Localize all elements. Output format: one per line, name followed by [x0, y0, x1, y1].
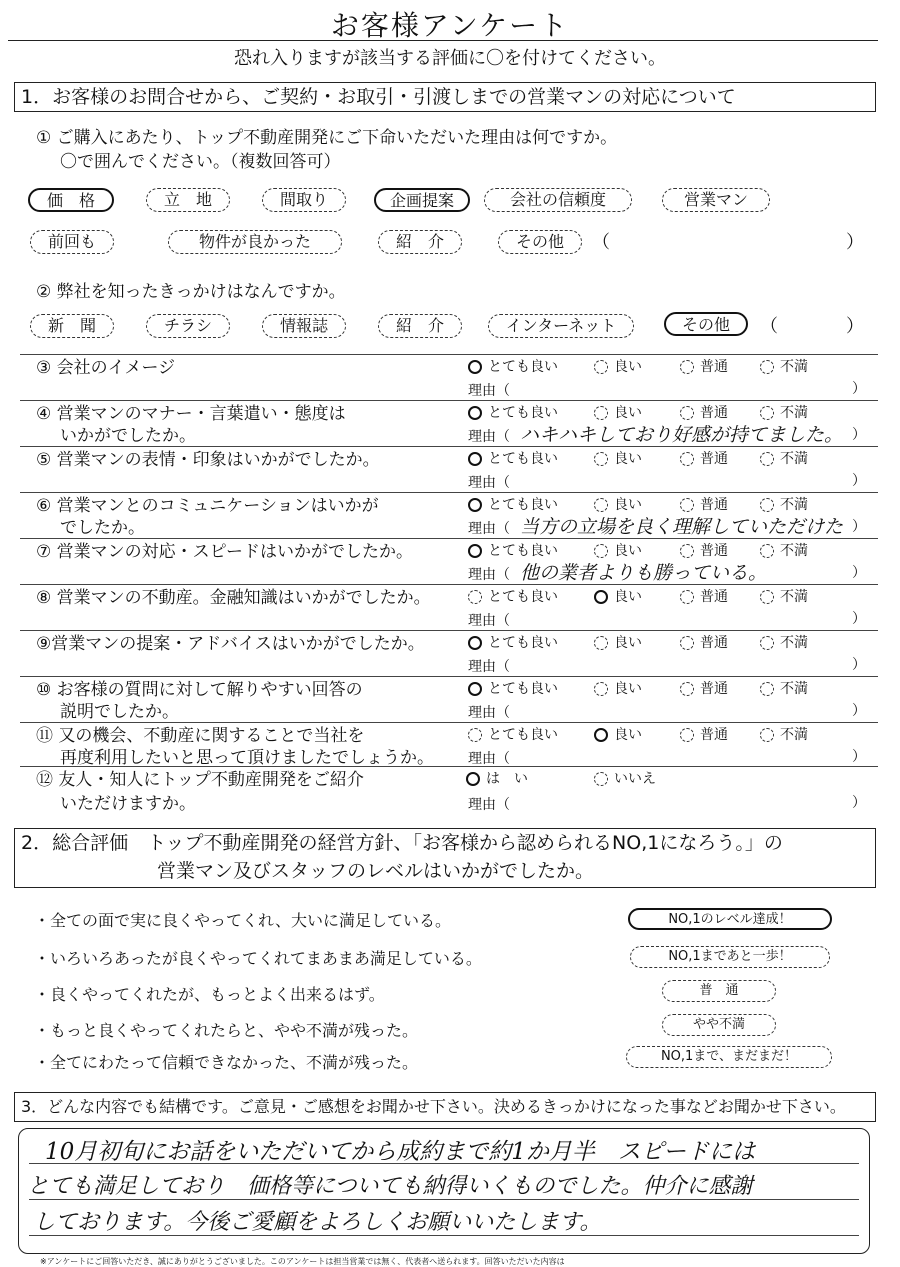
rating-option-label: 不満 — [780, 451, 808, 467]
rating-option[interactable] — [680, 726, 728, 744]
rating-circle[interactable] — [760, 728, 774, 742]
rating-option-label: とても良い — [488, 589, 558, 605]
reason-close: ） — [852, 703, 866, 719]
q12-text-line1: ⑫ 友人・知人にトップ不動産開発をご紹介 — [36, 770, 364, 790]
reason-close: ） — [852, 427, 866, 443]
rating-option[interactable] — [680, 680, 728, 698]
q2-line1: ② 弊社を知ったきっかけはなんですか。 — [36, 282, 346, 302]
rating-option[interactable] — [680, 358, 728, 376]
rating-option-label: とても良い — [488, 635, 558, 651]
q2-option-magazine[interactable]: 情報誌 — [262, 314, 346, 338]
section2-heading-line1: 2．総合評価 トップ不動産開発の経営方針、「お客様から認められるNO,1になろう。」の — [21, 832, 783, 854]
comment-line-1: 10月初旬にお話をいただいてから成約まで約1か月半 スピードには — [45, 1139, 755, 1165]
rating-question-text: ⑤ 営業マンの表情・印象はいかがでしたか。 — [36, 450, 380, 470]
rating-option[interactable] — [760, 726, 808, 744]
rating-option[interactable] — [468, 588, 558, 606]
reason-label: 理由（ — [468, 705, 510, 721]
rating-circle[interactable] — [594, 590, 608, 604]
rating-circle[interactable] — [760, 544, 774, 558]
eval-badge-2[interactable]: NO,1まであと一歩！ — [630, 946, 830, 968]
q1-option-salesperson[interactable]: 営業マン — [662, 188, 770, 212]
comment-box[interactable] — [18, 1128, 870, 1254]
rating-option-label: 普通 — [700, 359, 728, 375]
reason-close: ） — [852, 611, 866, 627]
section2-heading-line2: 営業マン及びスタッフのレベルはいかがでしたか。 — [157, 860, 595, 882]
page-title: お客様アンケート — [330, 9, 570, 42]
reason-close: ） — [852, 519, 866, 535]
rating-option-label: 良い — [614, 543, 642, 559]
rating-question-text: ⑪ 又の機会、不動産に関することで当社を — [36, 726, 365, 746]
question-separator — [20, 446, 878, 447]
rating-option[interactable] — [468, 634, 558, 652]
reason-label: 理由（ — [468, 429, 510, 445]
footer-note: ※アンケートにご回答いただき、誠にありがとうございました。このアンケートは担当営業では無く、代表者へ送られます。回答いただいた内容は — [40, 1257, 565, 1266]
rating-circle[interactable] — [594, 682, 608, 696]
rating-circle[interactable] — [468, 636, 482, 650]
reason-label: 理由（ — [468, 613, 510, 629]
eval-badge-4[interactable]: やや不満 — [662, 1014, 776, 1036]
rating-question-text: ⑥ 営業マンとのコミュニケーションはいかが — [36, 496, 379, 516]
rating-option-label: 良い — [614, 589, 642, 605]
rating-circle[interactable] — [680, 682, 694, 696]
rating-option-label: とても良い — [488, 451, 558, 467]
q2-option-flyer[interactable]: チラシ — [146, 314, 230, 338]
rating-option[interactable] — [760, 450, 808, 468]
rating-option[interactable] — [594, 358, 642, 376]
q12-no-circle[interactable] — [594, 772, 608, 786]
rating-circle[interactable] — [468, 452, 482, 466]
rating-circle[interactable] — [468, 360, 482, 374]
rating-option[interactable] — [468, 358, 558, 376]
comment-line-2: とても満足しており 価格等についても納得いくものでした。仲介に感謝 — [27, 1174, 753, 1199]
rating-circle[interactable] — [760, 590, 774, 604]
reason-value[interactable]: 当方の立場を良く理解していただけた — [520, 516, 844, 538]
q1-option-trust[interactable]: 会社の信頼度 — [484, 188, 632, 212]
rating-option-label: 普通 — [700, 635, 728, 651]
rating-option-label: 不満 — [780, 589, 808, 605]
rating-option[interactable] — [760, 680, 808, 698]
q1-option-floorplan[interactable]: 間取り — [262, 188, 346, 212]
question-separator — [20, 676, 878, 677]
rating-option-label: 良い — [614, 451, 642, 467]
rating-question-text: ③ 会社のイメージ — [36, 358, 176, 378]
eval-item-5: ・全てにわたって信頼できなかった、不満が残った。 — [34, 1053, 419, 1072]
eval-item-2: ・いろいろあったが良くやってくれてまあまあ満足している。 — [34, 949, 482, 968]
q1-other-paren-close: ） — [846, 232, 864, 253]
q12-text-line2: いただけますか。 — [60, 794, 196, 814]
section1-heading: 1．お客様のお問合せから、ご契約・お取引・引渡しまでの営業マンの対応について — [14, 82, 876, 112]
comment-line-3: しております。今後ご愛顧をよろしくお願いいたします。 — [33, 1210, 602, 1235]
rating-option[interactable] — [594, 588, 642, 606]
rating-circle[interactable] — [680, 544, 694, 558]
rating-circle[interactable] — [468, 544, 482, 558]
rating-circle[interactable] — [760, 682, 774, 696]
rating-question-text: ⑨営業マンの提案・アドバイスはいかがでしたか。 — [36, 634, 425, 654]
rating-option-label: 不満 — [780, 635, 808, 651]
reason-close: ） — [852, 657, 866, 673]
rating-circle[interactable] — [468, 406, 482, 420]
rating-question-text-cont: いかがでしたか。 — [60, 426, 196, 446]
rating-option-label: 普通 — [700, 543, 728, 559]
q12-yes-label: は い — [486, 771, 528, 787]
rating-option[interactable] — [680, 634, 728, 652]
question-separator — [20, 538, 878, 539]
title-underline — [8, 40, 878, 41]
rating-option-label: とても良い — [488, 359, 558, 375]
rating-circle[interactable] — [680, 636, 694, 650]
rating-question-text: ④ 営業マンのマナー・言葉遣い・態度は — [36, 404, 346, 424]
rating-option-label: 良い — [614, 681, 642, 697]
rating-circle[interactable] — [468, 728, 482, 742]
q1-option-previous[interactable]: 前回も — [30, 230, 114, 254]
reason-close: ） — [852, 381, 866, 397]
rating-circle[interactable] — [680, 406, 694, 420]
rating-circle[interactable] — [680, 590, 694, 604]
rating-question-text-cont: でしたか。 — [60, 518, 145, 538]
rating-option-label: 不満 — [780, 727, 808, 743]
rating-option-label: とても良い — [488, 405, 558, 421]
rating-option[interactable] — [760, 542, 808, 560]
rating-circle[interactable] — [594, 452, 608, 466]
question-separator — [20, 492, 878, 493]
question-separator — [20, 354, 878, 355]
rating-circle[interactable] — [594, 636, 608, 650]
q1-option-other[interactable]: その他 — [498, 230, 582, 254]
q1-other-paren-open: （ — [592, 232, 610, 253]
rating-option[interactable] — [594, 634, 642, 652]
question-separator — [20, 722, 878, 723]
q12-yes-circle[interactable] — [466, 772, 480, 786]
page-subtitle: 恐れ入りますが該当する評価に〇を付けてください。 — [234, 48, 666, 69]
q2-other-paren-open: （ — [760, 316, 778, 337]
q1-option-location[interactable]: 立 地 — [146, 188, 230, 212]
rating-question-text: ⑦ 営業マンの対応・スピードはいかがでしたか。 — [36, 542, 413, 562]
rating-option-label: 普通 — [700, 451, 728, 467]
section3-heading: 3．どんな内容でも結構です。ご意見・ご感想をお聞かせ下さい。決めるきっかけになった事などお聞かせ下さい。 — [14, 1092, 876, 1122]
reason-label: 理由（ — [468, 751, 510, 767]
q2-option-newspaper[interactable]: 新 聞 — [30, 314, 114, 338]
rating-circle[interactable] — [680, 360, 694, 374]
rating-option-label: 不満 — [780, 497, 808, 513]
rating-option[interactable] — [468, 680, 558, 698]
rating-option-label: とても良い — [488, 727, 558, 743]
rating-option[interactable] — [594, 726, 642, 744]
rating-circle[interactable] — [594, 728, 608, 742]
rating-option[interactable] — [468, 726, 558, 744]
rating-option-label: 良い — [614, 359, 642, 375]
rating-circle[interactable] — [680, 452, 694, 466]
rating-option[interactable] — [594, 450, 642, 468]
rating-option-label: 普通 — [700, 497, 728, 513]
rating-circle[interactable] — [680, 498, 694, 512]
reason-value[interactable]: 他の業者よりも勝っている。 — [520, 562, 768, 584]
rating-option-label: 不満 — [780, 681, 808, 697]
question-separator — [20, 584, 878, 585]
q12-reason-close: ） — [852, 795, 866, 811]
rating-option[interactable] — [680, 588, 728, 606]
rating-circle[interactable] — [468, 590, 482, 604]
eval-badge-5[interactable]: NO,1まで、まだまだ！ — [626, 1046, 832, 1068]
rating-option[interactable] — [680, 450, 728, 468]
q1-option-good-property[interactable]: 物件が良かった — [168, 230, 342, 254]
q2-option-other[interactable]: その他 — [664, 312, 748, 336]
rating-option-label: とても良い — [488, 543, 558, 559]
rating-circle[interactable] — [680, 728, 694, 742]
rating-circle[interactable] — [760, 452, 774, 466]
eval-item-1: ・全ての面で実に良くやってくれ、大いに満足している。 — [34, 911, 451, 930]
rating-circle[interactable] — [594, 406, 608, 420]
reason-close: ） — [852, 749, 866, 765]
rating-circle[interactable] — [594, 498, 608, 512]
reason-label: 理由（ — [468, 475, 510, 491]
rating-option[interactable] — [468, 450, 558, 468]
rating-circle[interactable] — [594, 360, 608, 374]
rating-option-label: 普通 — [700, 727, 728, 743]
q2-other-paren-close: ） — [846, 316, 864, 337]
rating-option-label: 良い — [614, 727, 642, 743]
rating-option-label: とても良い — [488, 497, 558, 513]
reason-close: ） — [852, 473, 866, 489]
eval-item-3: ・良くやってくれたが、もっとよく出来るはず。 — [34, 985, 385, 1004]
question-separator — [20, 400, 878, 401]
q12-separator — [20, 766, 878, 767]
eval-badge-3[interactable]: 普 通 — [662, 980, 776, 1002]
rating-option[interactable] — [594, 680, 642, 698]
rating-question-text: ⑩ お客様の質問に対して解りやすい回答の — [36, 680, 363, 700]
q2-option-referral[interactable]: 紹 介 — [378, 314, 462, 338]
q12-no-label: いいえ — [614, 771, 656, 787]
q1-option-price[interactable]: 価 格 — [28, 188, 114, 212]
rating-circle[interactable] — [760, 636, 774, 650]
eval-badge-1[interactable]: NO,1のレベル達成！ — [628, 908, 832, 930]
reason-label: 理由（ — [468, 567, 510, 583]
rating-option-label: 普通 — [700, 589, 728, 605]
reason-label: 理由（ — [468, 383, 510, 399]
rating-option-label: 良い — [614, 497, 642, 513]
rating-option-label: 普通 — [700, 681, 728, 697]
rating-circle[interactable] — [594, 544, 608, 558]
rating-circle[interactable] — [760, 406, 774, 420]
q1-option-referral[interactable]: 紹 介 — [378, 230, 462, 254]
q2-option-internet[interactable]: インターネット — [488, 314, 634, 338]
rating-circle[interactable] — [760, 360, 774, 374]
rating-option-label: 良い — [614, 635, 642, 651]
q1-line2: 〇で囲んでください。（複数回答可） — [60, 152, 341, 172]
q1-line1: ① ご購入にあたり、トップ不動産開発にご下命いただいた理由は何ですか。 — [36, 128, 618, 148]
rating-option-label: 不満 — [780, 543, 808, 559]
rating-option[interactable] — [760, 588, 808, 606]
rating-circle[interactable] — [468, 498, 482, 512]
reason-label: 理由（ — [468, 659, 510, 675]
section2-heading — [14, 828, 876, 888]
rating-option-label: 普通 — [700, 405, 728, 421]
rating-option[interactable] — [760, 634, 808, 652]
rating-circle[interactable] — [468, 682, 482, 696]
rating-option[interactable] — [760, 358, 808, 376]
reason-value[interactable]: ハキハキしており好感が持てました。 — [520, 424, 844, 446]
q12-yes-option[interactable] — [466, 770, 528, 788]
rating-circle[interactable] — [760, 498, 774, 512]
reason-close: ） — [852, 565, 866, 581]
eval-item-4: ・もっと良くやってくれたらと、やや不満が残った。 — [34, 1021, 419, 1040]
rating-question-text-cont: 再度利用したいと思って頂けましたでしょうか。 — [60, 748, 434, 768]
reason-label: 理由（ — [468, 521, 510, 537]
rating-option-label: 不満 — [780, 359, 808, 375]
q12-no-option[interactable] — [594, 770, 656, 788]
rating-option-label: 不満 — [780, 405, 808, 421]
question-separator — [20, 630, 878, 631]
rating-option-label: とても良い — [488, 681, 558, 697]
rating-question-text: ⑧ 営業マンの不動産。金融知識はいかがでしたか。 — [36, 588, 431, 608]
rating-option-label: 良い — [614, 405, 642, 421]
q1-option-planning[interactable]: 企画提案 — [374, 188, 470, 212]
q12-reason-label: 理由（ — [468, 797, 510, 813]
rating-question-text-cont: 説明でしたか。 — [60, 702, 179, 722]
